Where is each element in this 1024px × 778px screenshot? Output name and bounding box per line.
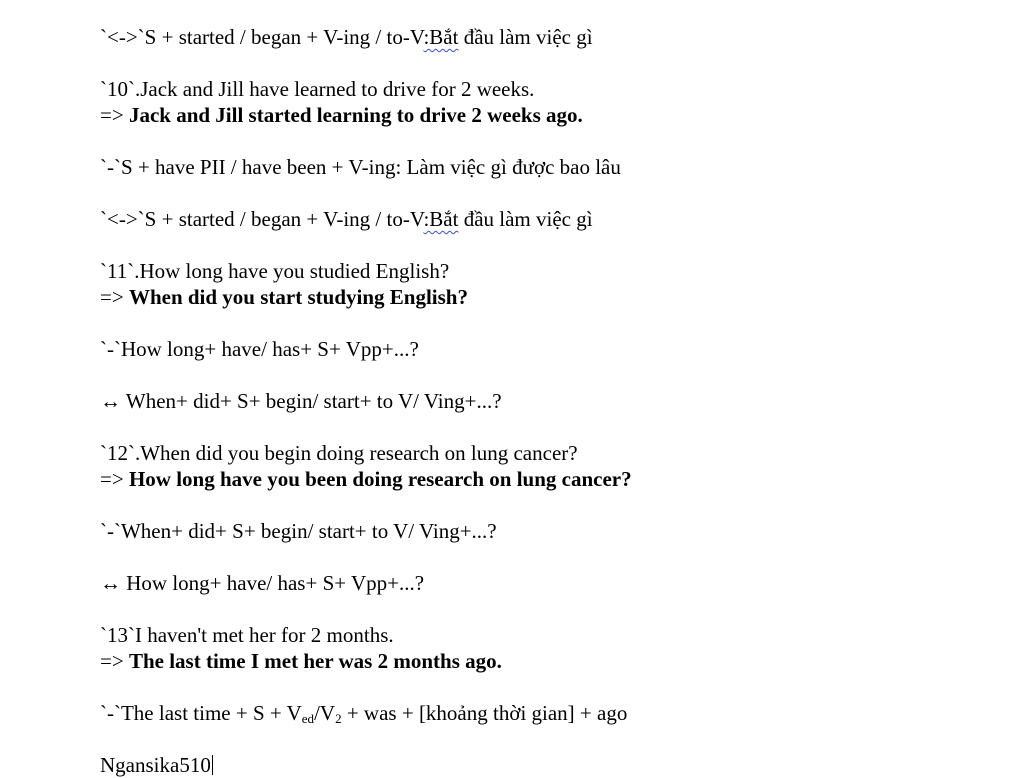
grammar-formula-paragraph <box>100 336 984 362</box>
formula-line <box>100 388 984 414</box>
subscript-text: 2 <box>335 710 342 726</box>
exercise-sentence <box>100 258 984 284</box>
answer-text: How long have you been doing research on lung cancer? <box>128 467 632 491</box>
grammar-formula-paragraph <box>100 206 984 232</box>
formula-line <box>100 154 984 180</box>
arrow-text: => <box>100 649 129 673</box>
grammar-formula-paragraph <box>100 388 984 414</box>
formula-line <box>100 336 984 362</box>
formula-text: + was + [khoảng thời gian] + ago <box>341 701 628 725</box>
sentence-text: `12`.When did you begin doing research on lung cancer? <box>100 441 578 465</box>
answer-sentence <box>100 284 984 310</box>
subscript-text: ed <box>301 710 315 726</box>
grammar-formula-paragraph <box>100 518 984 544</box>
grammar-formula-paragraph <box>100 700 984 726</box>
username-text: Ngansika510 <box>100 753 211 777</box>
exercise-10-paragraph <box>100 76 984 128</box>
formula-text: /V <box>314 701 336 725</box>
arrow-text: => <box>100 285 129 309</box>
formula-text: `-`S + have PII / have been + V-ing: Làm việc gì được bao lâu <box>100 155 621 179</box>
text-cursor <box>212 755 214 775</box>
username-paragraph <box>100 752 984 778</box>
answer-sentence <box>100 648 984 674</box>
answer-sentence <box>100 102 984 128</box>
grammar-formula-paragraph <box>100 570 984 596</box>
formula-line <box>100 24 984 50</box>
formula-text: ↔ How long+ have/ has+ S+ Vpp+...? <box>100 571 425 595</box>
exercise-sentence <box>100 76 984 102</box>
formula-text: `<->`S + started / began + V-ing / to-V <box>100 25 424 49</box>
formula-text: ↔ When+ did+ S+ begin/ start+ to V/ Ving+...? <box>100 389 502 413</box>
exercise-sentence <box>100 440 984 466</box>
answer-text: The last time I met her was 2 months ago. <box>128 649 502 673</box>
exercise-13-paragraph <box>100 622 984 674</box>
formula-line <box>100 518 984 544</box>
exercise-sentence <box>100 622 984 648</box>
sentence-text: `13`I haven't met her for 2 months. <box>100 623 394 647</box>
formula-text: đầu làm việc gì <box>458 207 593 231</box>
exercise-12-paragraph <box>100 440 984 492</box>
answer-sentence <box>100 466 984 492</box>
grammar-formula-paragraph <box>100 24 984 50</box>
exercise-11-paragraph <box>100 258 984 310</box>
formula-text: `<->`S + started / began + V-ing / to-V <box>100 207 424 231</box>
formula-text: `-`The last time + S + V <box>100 701 302 725</box>
sentence-text: `10`.Jack and Jill have learned to drive for 2 weeks. <box>100 77 535 101</box>
formula-text: `-`When+ did+ S+ begin/ start+ to V/ Ving+...? <box>100 519 497 543</box>
username-line <box>100 752 984 778</box>
formula-text: `-`How long+ have/ has+ S+ Vpp+...? <box>100 337 419 361</box>
grammar-formula-paragraph <box>100 154 984 180</box>
answer-text: When did you start studying English? <box>128 285 468 309</box>
misspelled-word: :Bắt <box>423 207 459 231</box>
formula-text: đầu làm việc gì <box>458 25 593 49</box>
formula-line <box>100 206 984 232</box>
arrow-text: => <box>100 467 129 491</box>
misspelled-word: :Bắt <box>423 25 459 49</box>
formula-line <box>100 700 984 726</box>
arrow-text: => <box>100 103 129 127</box>
formula-line <box>100 570 984 596</box>
answer-text: Jack and Jill started learning to drive 2 weeks ago. <box>128 103 583 127</box>
sentence-text: `11`.How long have you studied English? <box>100 259 450 283</box>
